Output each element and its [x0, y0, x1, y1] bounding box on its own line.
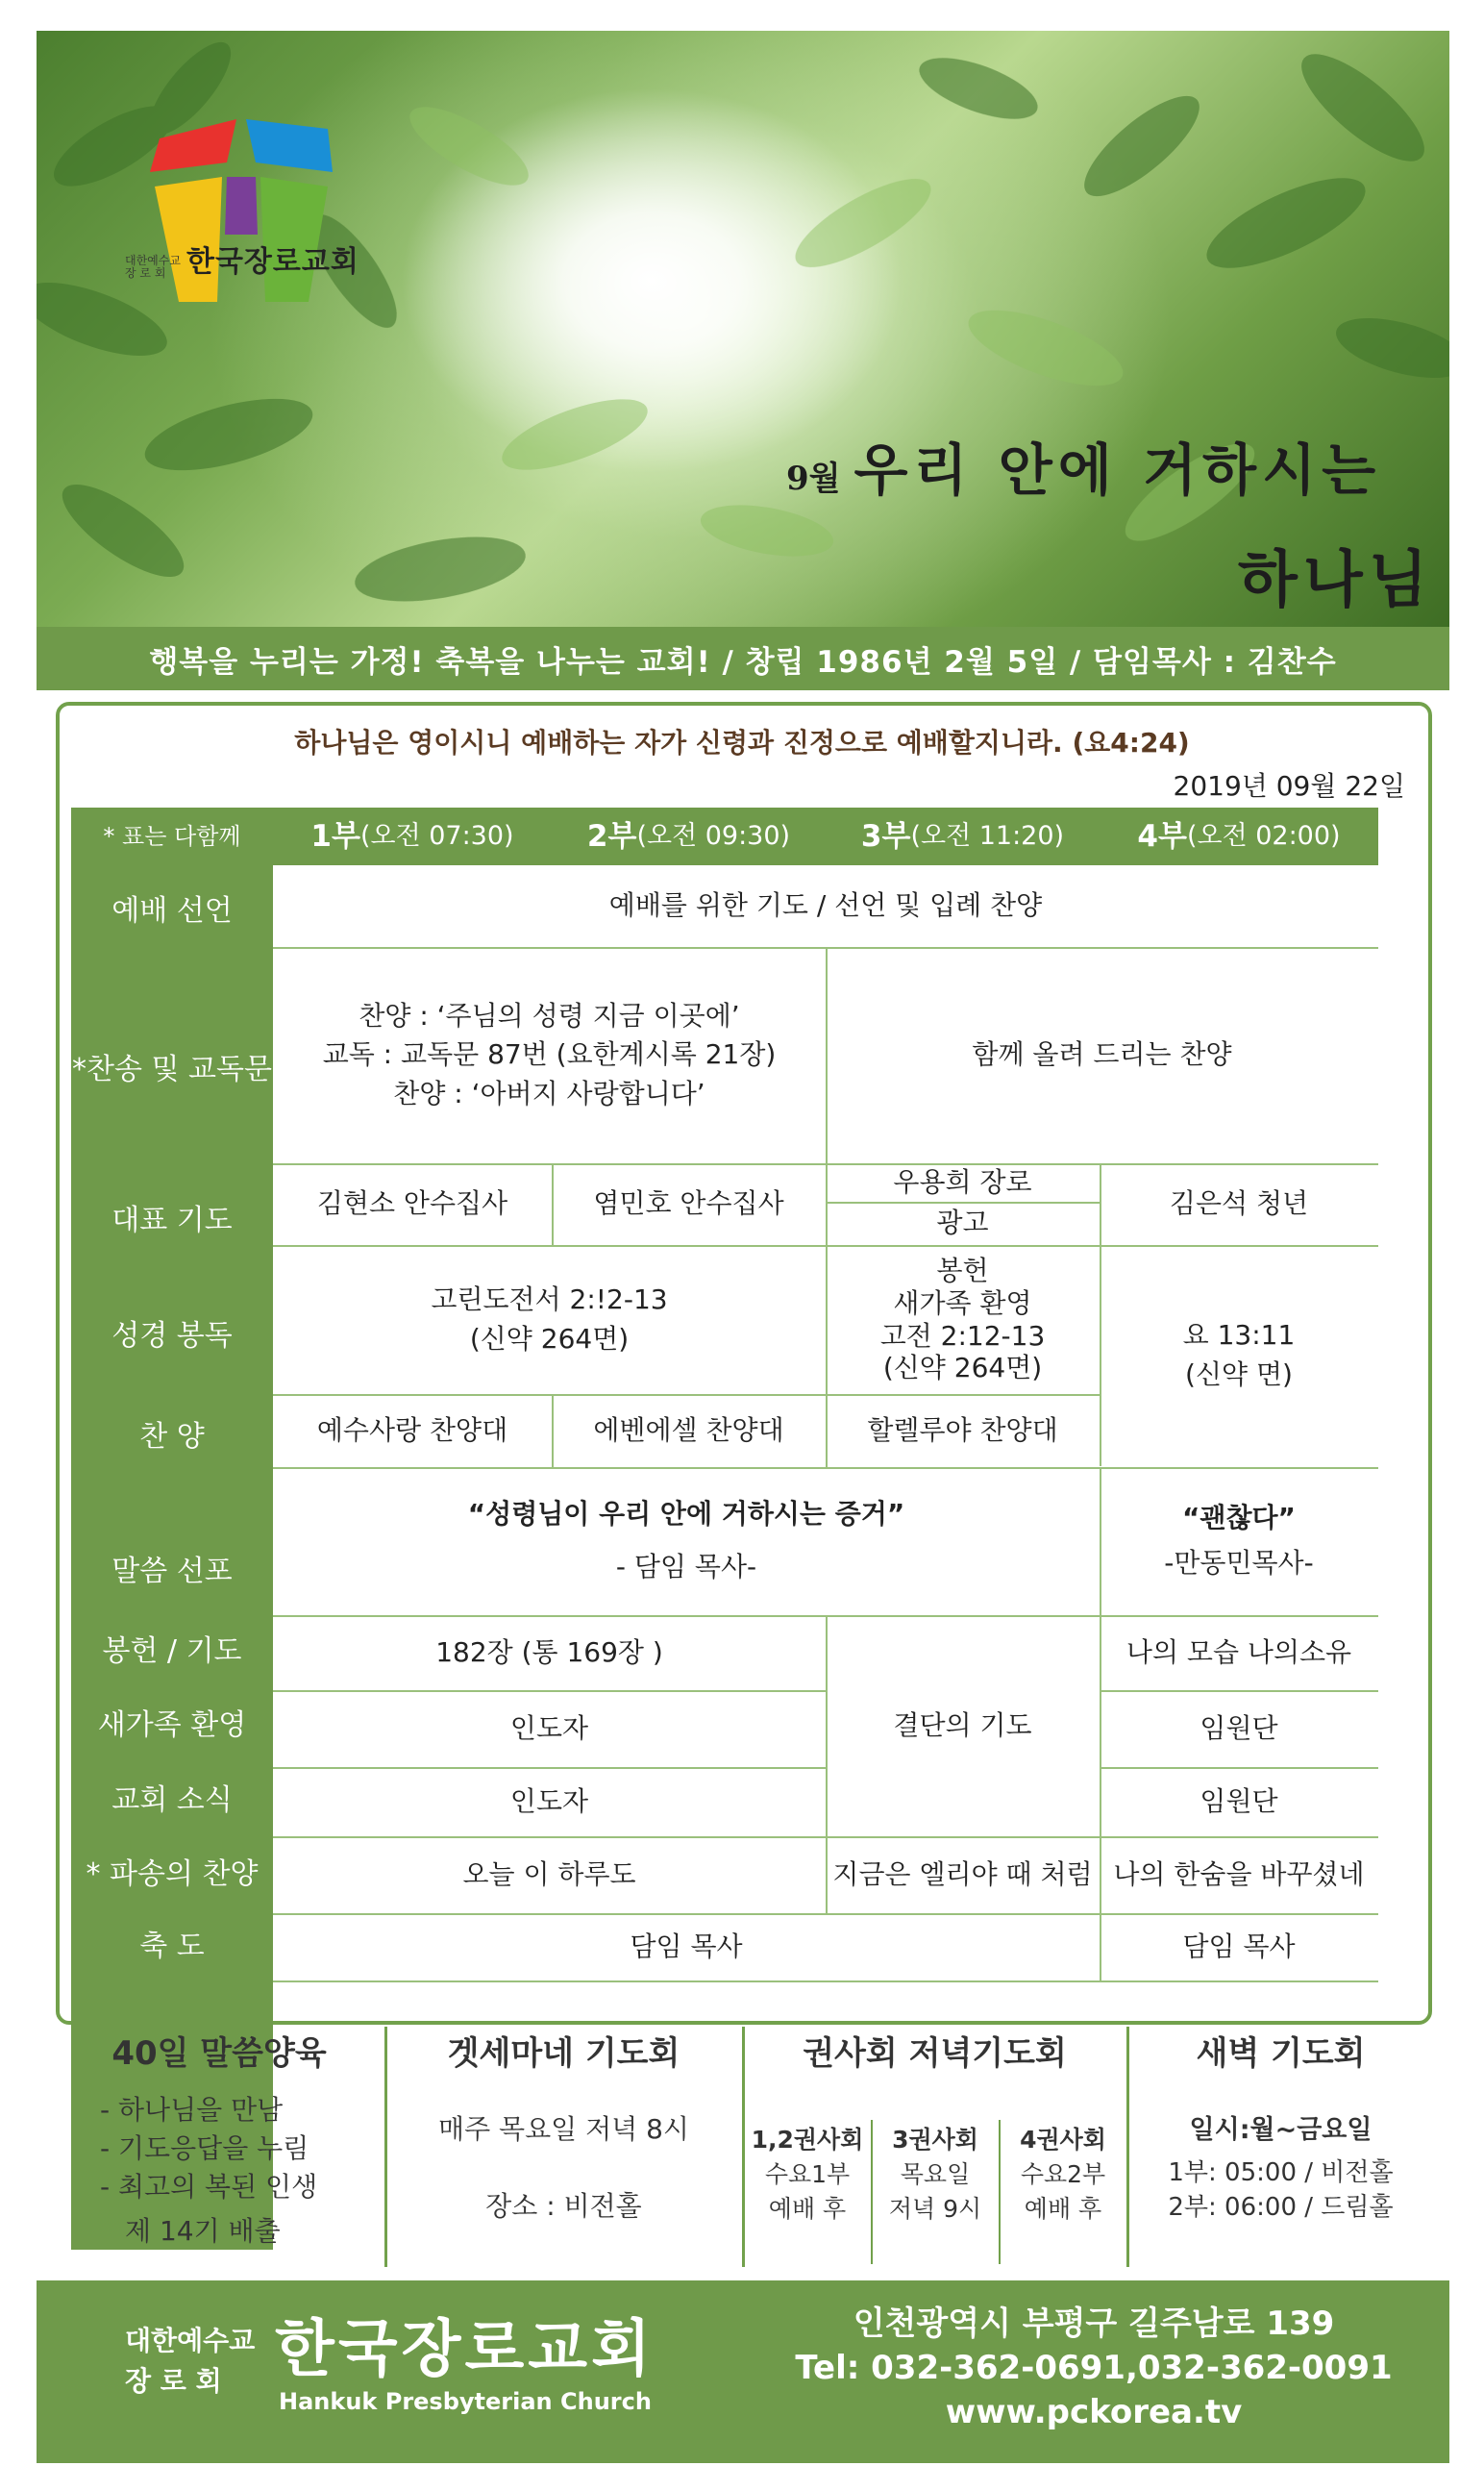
label-news: 교회 소식 — [71, 1764, 273, 1836]
theme-line1: 우리 안에 거하시는 — [853, 437, 1382, 503]
choir-service-3: 할렐루야 찬양대 — [867, 1413, 1058, 1446]
label-prayer: 대표 기도 — [71, 1183, 273, 1259]
label-reading: 성경 봉독 — [71, 1259, 273, 1413]
dawn-prayer-days: 일시:월~금요일 — [1189, 2115, 1373, 2145]
offering-services-1-2: 182장 (통 169장 ) — [435, 1635, 663, 1668]
sermon-preacher: - 담임 목사- — [615, 1551, 757, 1582]
dawn-prayer-1: 1부: 05:00 / 비전홀 — [1168, 2158, 1394, 2187]
graduation-note: 제 14기 배출 — [125, 2215, 281, 2247]
sending-service-3: 지금은 엘리야 때 처럼 — [832, 1857, 1093, 1890]
deaconess-group-2: 3권사회 목요일 저녁 9시 — [888, 2126, 982, 2223]
footer-address: 인천광역시 부평구 길주남로 139 — [853, 2304, 1335, 2343]
church-logo-icon — [150, 119, 342, 311]
prayer-service-2: 염민호 안수집사 — [593, 1187, 784, 1220]
hymn-services-1-2: 찬양 : ‘주님의 성령 지금 이곳에’ 교독 : 교독문 87번 (요한계시록 21장) 찬양 : ‘아버지 사랑합니다’ — [322, 999, 777, 1109]
reading-service-4: 요 13:11 (신약 면) — [1182, 1319, 1296, 1390]
theme-month: 9월 — [786, 460, 841, 498]
reading-service-3: 봉헌 새가족 환영 고전 2:12-13 (신약 264면) — [879, 1255, 1046, 1384]
prayer-service-1: 김현소 안수집사 — [316, 1187, 508, 1220]
footer-phone: Tel: 032-362-0691,032-362-0091 — [795, 2349, 1393, 2387]
service-header-1: 1부 (오전 07:30) — [273, 808, 552, 865]
sending-service-4: 나의 한숨을 바꾸셨네 — [1113, 1857, 1365, 1890]
footer-english-name: Hankuk Presbyterian Church — [279, 2388, 652, 2415]
label-welcome: 새가족 환영 — [71, 1687, 273, 1764]
gethsemane-box — [387, 2027, 740, 2267]
logo-church-name: 한국장로교회 — [186, 245, 359, 279]
label-benediction: 축 도 — [71, 1913, 273, 1980]
choir-service-2: 에벤에셀 찬양대 — [593, 1413, 784, 1446]
hymn-services-3-4: 함께 올려 드리는 찬양 — [972, 1038, 1232, 1071]
list-item: - 최고의 복된 인생 — [100, 2171, 318, 2203]
news-services-1-2: 인도자 — [509, 1784, 589, 1817]
benediction-service-4: 담임 목사 — [1182, 1930, 1296, 1962]
footer-denomination: 대한예수교 장 로 회 — [125, 2325, 256, 2397]
choir-service-1: 예수사랑 찬양대 — [316, 1413, 508, 1446]
motto-bar: 행복을 누리는 가정! 축복을 나누는 교회! / 창립 1986년 2월 5일 / 담임목사 : 김찬수 — [37, 627, 1449, 690]
sermon-service-4 — [1100, 1467, 1378, 1615]
welcome-service-4: 임원단 — [1200, 1711, 1278, 1744]
dawn-prayer-2: 2부: 06:00 / 드림홀 — [1168, 2193, 1394, 2222]
theme-title — [786, 425, 1381, 506]
reading-services-1-2: 고린도전서 2:!2-13 (신약 264면) — [431, 1283, 668, 1355]
logo-wordmark — [125, 237, 359, 280]
bulletin-date: 2019년 09월 22일 — [1173, 770, 1405, 802]
header-note: * 표는 다함께 — [71, 808, 273, 865]
logo-denomination: 대한예수교 — [125, 254, 181, 267]
service-header-4: 4부 (오전 02:00) — [1100, 808, 1378, 865]
label-call: 예배 선언 — [71, 865, 273, 957]
deaconess-group-3: 4권사회 수요2부 예배 후 — [1020, 2126, 1106, 2223]
bible-study-title: 40일 말씀양육 — [111, 2034, 327, 2073]
footer-contact — [767, 2302, 1421, 2434]
service-header-3: 3부 (오전 11:20) — [826, 808, 1100, 865]
announcements-service-3: 광고 — [936, 1207, 989, 1239]
sending-services-1-2: 오늘 이 하루도 — [462, 1857, 636, 1890]
list-item: - 기도응답을 누림 — [100, 2132, 309, 2164]
label-sermon: 말씀 선포 — [71, 1490, 273, 1654]
sermon-4-preacher: -만동민목사- — [1164, 1547, 1314, 1579]
service-header-2: 2부 (오전 09:30) — [552, 808, 826, 865]
bible-study-box — [56, 2027, 383, 2267]
deaconess-title: 권사회 저녁기도회 — [803, 2034, 1067, 2073]
call-to-worship: 예배를 위한 기도 / 선언 및 입례 찬양 — [608, 889, 1043, 922]
welcome-services-1-2: 인도자 — [509, 1711, 589, 1744]
dawn-prayer-title: 새벽 기도회 — [1196, 2034, 1366, 2073]
label-hymn: *찬송 및 교독문 — [71, 957, 273, 1183]
logo-assembly: 장 로 회 — [125, 266, 166, 280]
benediction-services-1-3: 담임 목사 — [630, 1930, 743, 1962]
sermon-services-1-3 — [273, 1467, 1100, 1615]
decision-prayer-service-3: 결단의 기도 — [893, 1708, 1032, 1741]
footer-church-name: 한국장로교회 — [275, 2314, 655, 2385]
footer-website[interactable]: www.pckorea.tv — [945, 2393, 1243, 2431]
dawn-prayer-box — [1129, 2027, 1432, 2267]
gethsemane-title: 겟세마네 기도회 — [447, 2034, 680, 2073]
news-service-4: 임원단 — [1200, 1784, 1278, 1817]
prayer-service-4: 김은석 청년 — [1169, 1187, 1309, 1220]
prayer-service-3: 우용희 장로 — [893, 1165, 1032, 1198]
deaconess-group-1: 1,2권사회 수요1부 예배 후 — [751, 2126, 864, 2223]
gethsemane-place: 장소 : 비전홀 — [485, 2190, 642, 2222]
sermon-4-title: “괜찮다” — [1182, 1502, 1296, 1534]
deaconess-prayer-box — [745, 2027, 1125, 2267]
list-item: - 하나님을 만남 — [100, 2094, 284, 2126]
footer-bar — [37, 2280, 1449, 2463]
label-offering: 봉헌 / 기도 — [71, 1615, 273, 1687]
label-sending: * 파송의 찬양 — [71, 1836, 273, 1913]
label-choir: 찬 양 — [71, 1384, 273, 1490]
theme-line2: 하나님 — [1238, 544, 1434, 616]
sermon-title: “성령님이 우리 안에 거하시는 증거” — [467, 1498, 905, 1531]
hero-banner — [37, 31, 1449, 627]
offering-service-4: 나의 모습 나의소유 — [1125, 1635, 1352, 1668]
scripture-verse: 하나님은 영이시니 예배하는 자가 신령과 진정으로 예배할지니라. (요4:24) — [294, 727, 1190, 759]
gethsemane-time: 매주 목요일 저녁 8시 — [438, 2113, 689, 2145]
